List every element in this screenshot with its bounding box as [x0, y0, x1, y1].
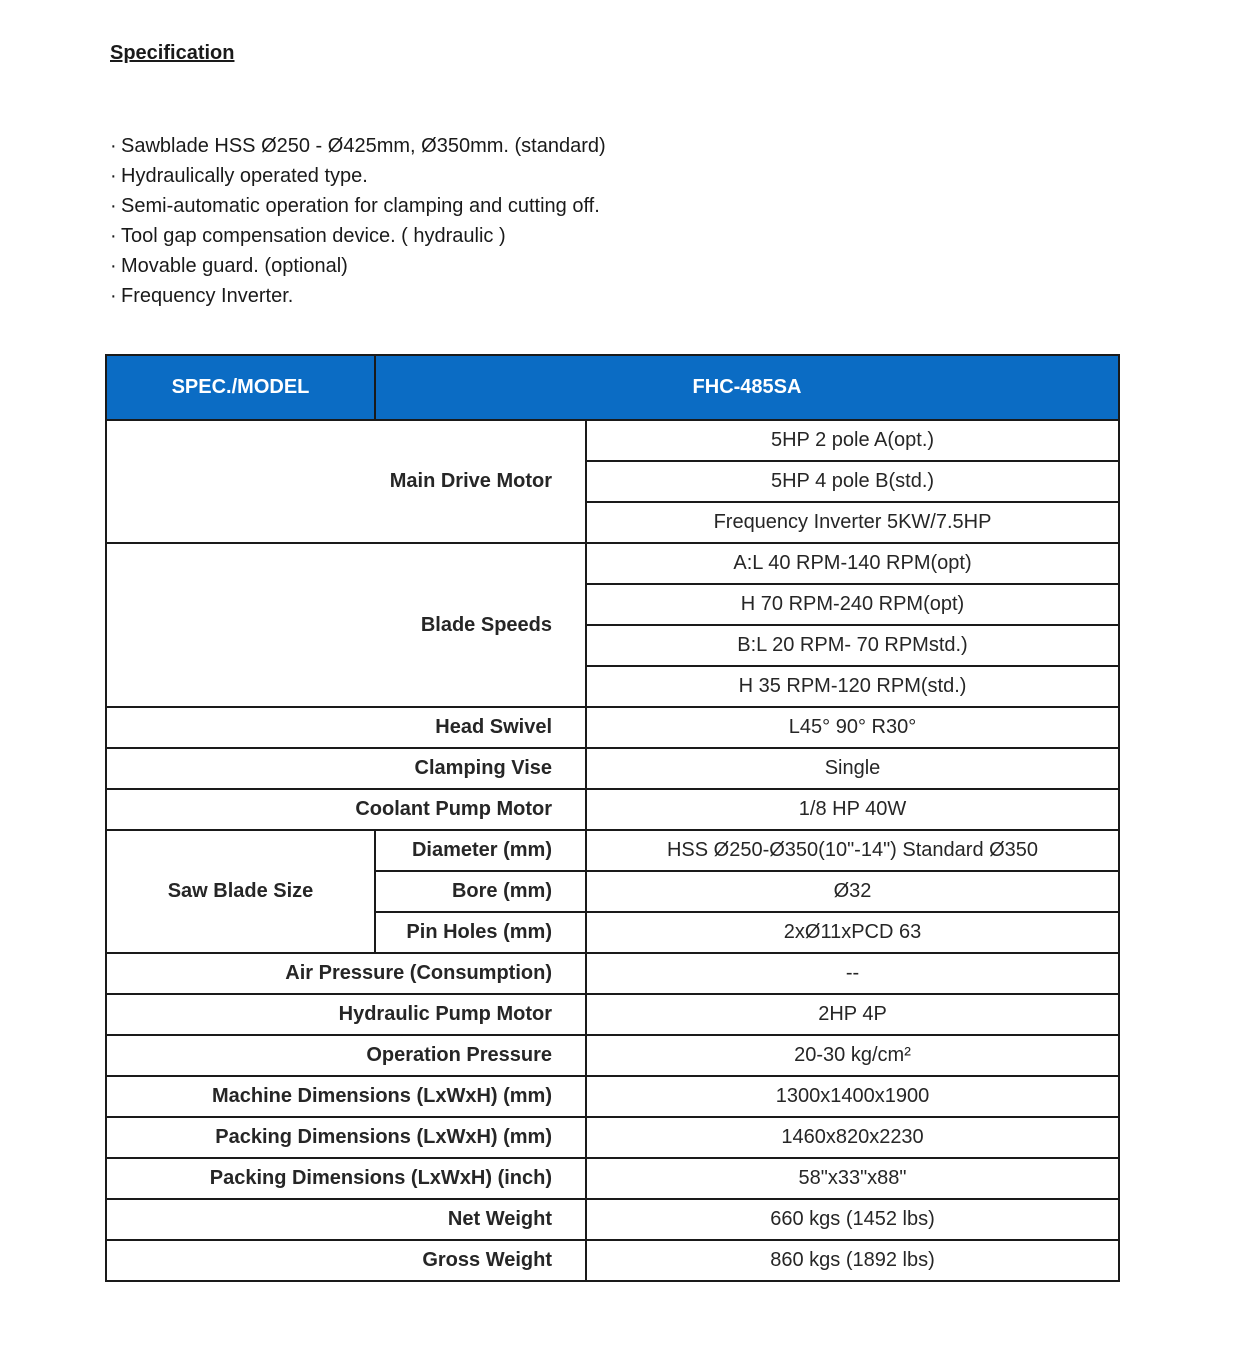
row-label: Packing Dimensions (LxWxH) (inch) [106, 1158, 586, 1199]
row-value: Single [586, 748, 1119, 789]
list-item: · Semi-automatic operation for clamping and cutting off. [110, 191, 606, 221]
header-model-name: FHC-485SA [375, 355, 1119, 420]
row-label: Main Drive Motor [106, 420, 586, 543]
table-row [106, 1240, 1119, 1281]
row-value: A:L 40 RPM-140 RPM(opt) [586, 543, 1119, 584]
table-row [106, 420, 1119, 461]
row-label: Net Weight [106, 1199, 586, 1240]
spec-table [105, 354, 1120, 1282]
row-value: H 70 RPM-240 RPM(opt) [586, 584, 1119, 625]
row-label: Packing Dimensions (LxWxH) (mm) [106, 1117, 586, 1158]
row-label: Air Pressure (Consumption) [106, 953, 586, 994]
feature-list [110, 131, 606, 311]
table-row [106, 1076, 1119, 1117]
table-row [106, 1035, 1119, 1076]
row-value: 660 kgs (1452 lbs) [586, 1199, 1119, 1240]
list-item: · Sawblade HSS Ø250 - Ø425mm, Ø350mm. (standard) [110, 131, 606, 161]
row-value: 2HP 4P [586, 994, 1119, 1035]
row-label: Coolant Pump Motor [106, 789, 586, 830]
table-row [106, 1117, 1119, 1158]
row-value: Ø32 [586, 871, 1119, 912]
table-row [106, 953, 1119, 994]
row-label: Clamping Vise [106, 748, 586, 789]
row-value: 1460x820x2230 [586, 1117, 1119, 1158]
row-label: Diameter (mm) [375, 830, 586, 871]
row-value: 860 kgs (1892 lbs) [586, 1240, 1119, 1281]
list-item: · Frequency Inverter. [110, 281, 606, 311]
bullet: · [110, 285, 117, 307]
row-value: 5HP 4 pole B(std.) [586, 461, 1119, 502]
bullet: · [110, 165, 117, 187]
row-value: -- [586, 953, 1119, 994]
row-label: Machine Dimensions (LxWxH) (mm) [106, 1076, 586, 1117]
table-row [106, 543, 1119, 584]
row-label: Hydraulic Pump Motor [106, 994, 586, 1035]
row-value: B:L 20 RPM- 70 RPMstd.) [586, 625, 1119, 666]
table-header-row [106, 355, 1119, 420]
table-row [106, 789, 1119, 830]
row-value: Frequency Inverter 5KW/7.5HP [586, 502, 1119, 543]
row-value: 5HP 2 pole A(opt.) [586, 420, 1119, 461]
row-value: 58"x33"x88" [586, 1158, 1119, 1199]
row-label: Operation Pressure [106, 1035, 586, 1076]
group-label: Saw Blade Size [106, 830, 375, 953]
table-row [106, 1199, 1119, 1240]
table-row [106, 1158, 1119, 1199]
row-label: Head Swivel [106, 707, 586, 748]
table-row [106, 707, 1119, 748]
row-value: 20-30 kg/cm² [586, 1035, 1119, 1076]
page-title: Specification [110, 42, 235, 64]
table-row [106, 994, 1119, 1035]
bullet: · [110, 135, 117, 157]
row-label: Blade Speeds [106, 543, 586, 707]
row-label: Pin Holes (mm) [375, 912, 586, 953]
row-label: Bore (mm) [375, 871, 586, 912]
list-item: · Movable guard. (optional) [110, 251, 606, 281]
row-label: Gross Weight [106, 1240, 586, 1281]
row-value: L45° 90° R30° [586, 707, 1119, 748]
row-value: 2xØ11xPCD 63 [586, 912, 1119, 953]
list-item: · Hydraulically operated type. [110, 161, 606, 191]
table-row [106, 748, 1119, 789]
row-value: HSS Ø250-Ø350(10"-14") Standard Ø350 [586, 830, 1119, 871]
row-value: 1300x1400x1900 [586, 1076, 1119, 1117]
header-spec-model: SPEC./MODEL [106, 355, 375, 420]
bullet: · [110, 195, 117, 217]
bullet: · [110, 225, 117, 247]
bullet: · [110, 255, 117, 277]
list-item: · Tool gap compensation device. ( hydraulic ) [110, 221, 606, 251]
row-value: 1/8 HP 40W [586, 789, 1119, 830]
row-value: H 35 RPM-120 RPM(std.) [586, 666, 1119, 707]
table-row [106, 830, 1119, 871]
